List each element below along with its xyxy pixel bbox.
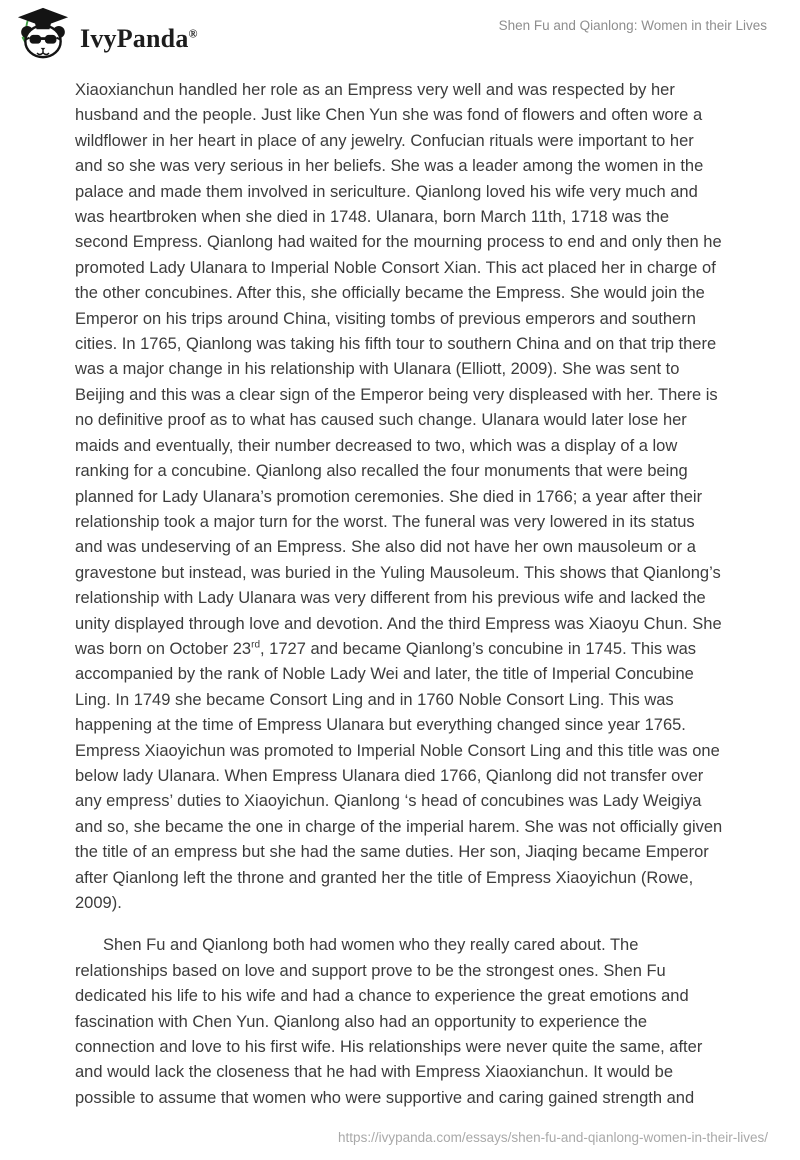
essay-paragraph <box>75 78 725 916</box>
essay-paragraph: Shen Fu and Qianlong both had women who they really cared about. The relationships based on love and support prove to be the strongest ones. Shen Fu dedicated his life to his wife and had a chance to experience the great emotions and fascination with Chen Yun. Qianlong also had an opportunity to experience the connection and love to his first wife. His relationships were never quite the same, after and would lack the closeness that he had with Empress Xiaoxianchun. It would be possible to assume that women who were supportive and caring gained strength and <box>75 936 703 1107</box>
header-bar <box>0 0 800 62</box>
registered-trademark-symbol: ® <box>188 25 198 40</box>
ordinal-superscript: rd <box>251 639 261 651</box>
brand-wordmark: IvyPanda® <box>80 23 198 53</box>
source-url[interactable]: https://ivypanda.com/essays/shen-fu-and-qianlong-women-in-their-lives/ <box>338 1130 768 1145</box>
paragraph-text: , 1727 and became Qianlong’s concubine in 1745. This was accompanied by the rank of Noble Lady Wei and later, the title of Imperial Concubine Ling. In 1749 she became Consort Ling and in 1760 Noble Consort Ling. This was happening at the time of Empress Ulanara but everything changed since year 1765. Empress Xiaoyichun was promoted to Imperial Noble Consort Ling and this title was one below lady Ulanara. When Empress Ulanara died 1766, Qianlong did not transfer over any empress’ duties to Xiaoyichun. Qianlong ‘s head of concubines was Lady Weigiya and so, she became the one in charge of the imperial harem. She was not officially given the title of an empress but she had the same duties. Her son, Jiaqing became Emperor after Qianlong left the throne and granted her the title of Empress Xiaoyichun (Rowe, 2009). <box>75 639 723 912</box>
paragraph-text: Xiaoxianchun handled her role as an Empress very well and was respected by her husband and the people. Just like Chen Yun she was fond of flowers and often wore a wildflower in her heart in place of any jewelry. Confucian rituals were important to her and so she was very serious in her beliefs. She was a leader among the women in the palace and made them involved in sericulture. Qianlong loved his wife very much and was heartbroken when she died in 1748. Ulanara, born March 11th, 1718 was the second Empress. Qianlong had waited for the mourning process to end and only then he promoted Lady Ulanara to Imperial Noble Consort Xian. This act placed her in charge of the other concubines. After this, she officially became the Empress. She would join the Emperor on his trips around China, visiting tombs of previous emperors and southern cities. In 1765, Qianlong was taking his fifth tour to southern China and on that trip there was a major change in his relationship with Ulanara (Elliott, 2009). She was sent to Beijing and this was a clear sign of the Emperor being very displeased with her. There is no definitive proof as to what has caused such change. Ulanara would later lose her maids and eventually, their number decreased to two, which was a display of a low ranking for a concubine. Qianlong also recalled the four monuments that were being planned for Lady Ulanara’s promotion ceremonies. She died in 1766; a year after their relationship took a major turn for the worst. The funeral was very lowered in its status and was undeserving of an Empress. She also did not have her own mausoleum or a gravestone but instead, was buried in the Yuling Mausoleum. This shows that Qianlong’s relationship with Lady Ulanara was very different from his previous wife and lacked the unity displayed through love and devotion. And the third Empress was Xiaoyu Chun. She was born on October 23 <box>75 81 722 658</box>
page-title: Shen Fu and Qianlong: Women in their Lives <box>498 18 767 33</box>
essay-body <box>75 78 725 1111</box>
panda-logo-icon <box>15 7 71 64</box>
ivypanda-logo <box>15 7 198 64</box>
